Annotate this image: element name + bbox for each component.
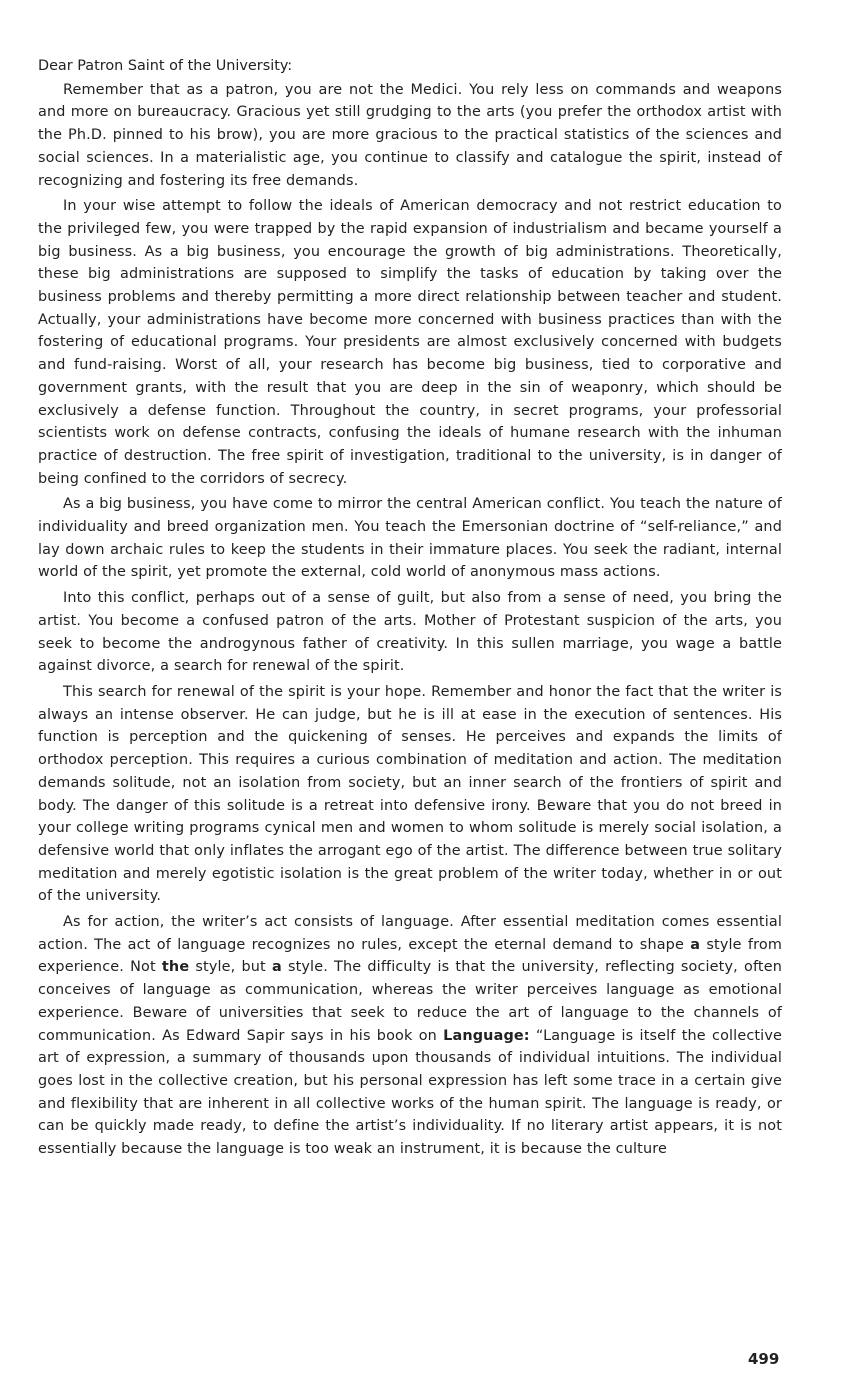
paragraph-2: In your wise attempt to follow the ideals of American democracy and not restrict education to the privileged few, you were trapped by the rapid expansion of industrialism and became yourself a big business. As a big business, you encourage the growth of big administrations. Theoretically, these big administrations are supposed to simplify the tasks of education by taking over the business problems and thereby permitting a more direct relationship between teacher and student. Actually, your administrations have become more concerned with business practices than with the fostering of educational programs. Your presidents are almost exclusively concerned with budgets and fund-raising. Worst of all, your research has become big business, tied to corporative and government grants, with the result that you are deep in the sin of weaponry, which should be exclusively a defense function. Throughout the country, in secret programs, your professorial scientists work on defense contracts, confusing the ideals of humane research with the inhuman practice of destruction. The free spirit of investigation, traditional to the university, is in danger of being confined to the corridors of secrecy. bbox=[38, 198, 782, 487]
book-title-language: Language: bbox=[443, 1027, 530, 1044]
salutation: Dear Patron Saint of the University: bbox=[38, 58, 293, 74]
paragraph-6: As for action, the writer’s act consists of language. After essential meditation comes essential action. The act of language recognizes no rules, except the eternal demand to shape a style from experience. Not the style, but a style. The difficulty is that the university, reflecting society, often conceives of language as communication, whereas the writer perceives language as emotional experience. Beware of universities that seek to reduce the art of language to the channels of communication. As Edward Sapir says in his book on Language: “Language is itself the collective art of expression, a summary of thousands upon thousands of individual intuitions. The individual goes lost in the collective creation, but his personal expression has left some trace in a certain give and flexibility that are inherent in all collective works of the human spirit. The language is ready, or can be quickly made ready, to define the artist’s individuality. If no literary artist appears, it is not essentially because the language is too weak an instrument, it is because the culture bbox=[38, 914, 782, 1158]
paragraph-1: Remember that as a patron, you are not the Medici. You rely less on commands and weapons and more on bureaucracy. Gracious yet still grudging to the arts (you prefer the orthodox artist with the Ph.D. pinned to his brow), you are more gracious to the practical statistics of the sciences and social sciences. In a materialistic age, you continue to classify and catalogue the spirit, instead of recognizing and fostering its free demands. bbox=[38, 81, 782, 189]
paragraph-3: As a big business, you have come to mirror the central American conflict. You teach the nature of individuality and breed organization men. You teach the Emersonian doctrine of “self-reliance,” and lay down archaic rules to keep the students in their immature places. You seek the radiant, internal world of the spirit, yet promote the external, cold world of anonymous mass actions. bbox=[38, 496, 782, 581]
emphasis-the: the bbox=[161, 959, 190, 976]
page-number: 499 bbox=[748, 1350, 780, 1368]
letter-body bbox=[38, 55, 782, 1164]
paragraph-4: Into this conflict, perhaps out of a sense of guilt, but also from a sense of need, you bring the artist. You become a confused patron of the arts. Mother of Protestant suspicion of the arts, you seek to become the androgynous father of creativity. In this sullen marriage, you wage a battle against divorce, a search for renewal of the spirit. bbox=[38, 590, 782, 675]
emphasis-a: a bbox=[690, 936, 701, 953]
paragraph-5: This search for renewal of the spirit is your hope. Remember and honor the fact that the writer is always an intense observer. He can judge, but he is ill at ease in the execution of sentences. His function is perception and the quickening of senses. He perceives and expands the limits of orthodox perception. This requires a curious combination of meditation and action. The meditation demands solitude, not an isolation from society, but an inner search of the frontiers of spirit and body. The danger of this solitude is a retreat into defensive irony. Beware that you do not breed in your college writing programs cynical men and women to whom solitude is merely social isolation, a defensive world that only inflates the arrogant ego of the artist. The difference between true solitary meditation and merely egotistic isolation is the great problem of the writer today, whether in or out of the university. bbox=[38, 683, 782, 905]
emphasis-a-second: a bbox=[271, 959, 282, 976]
